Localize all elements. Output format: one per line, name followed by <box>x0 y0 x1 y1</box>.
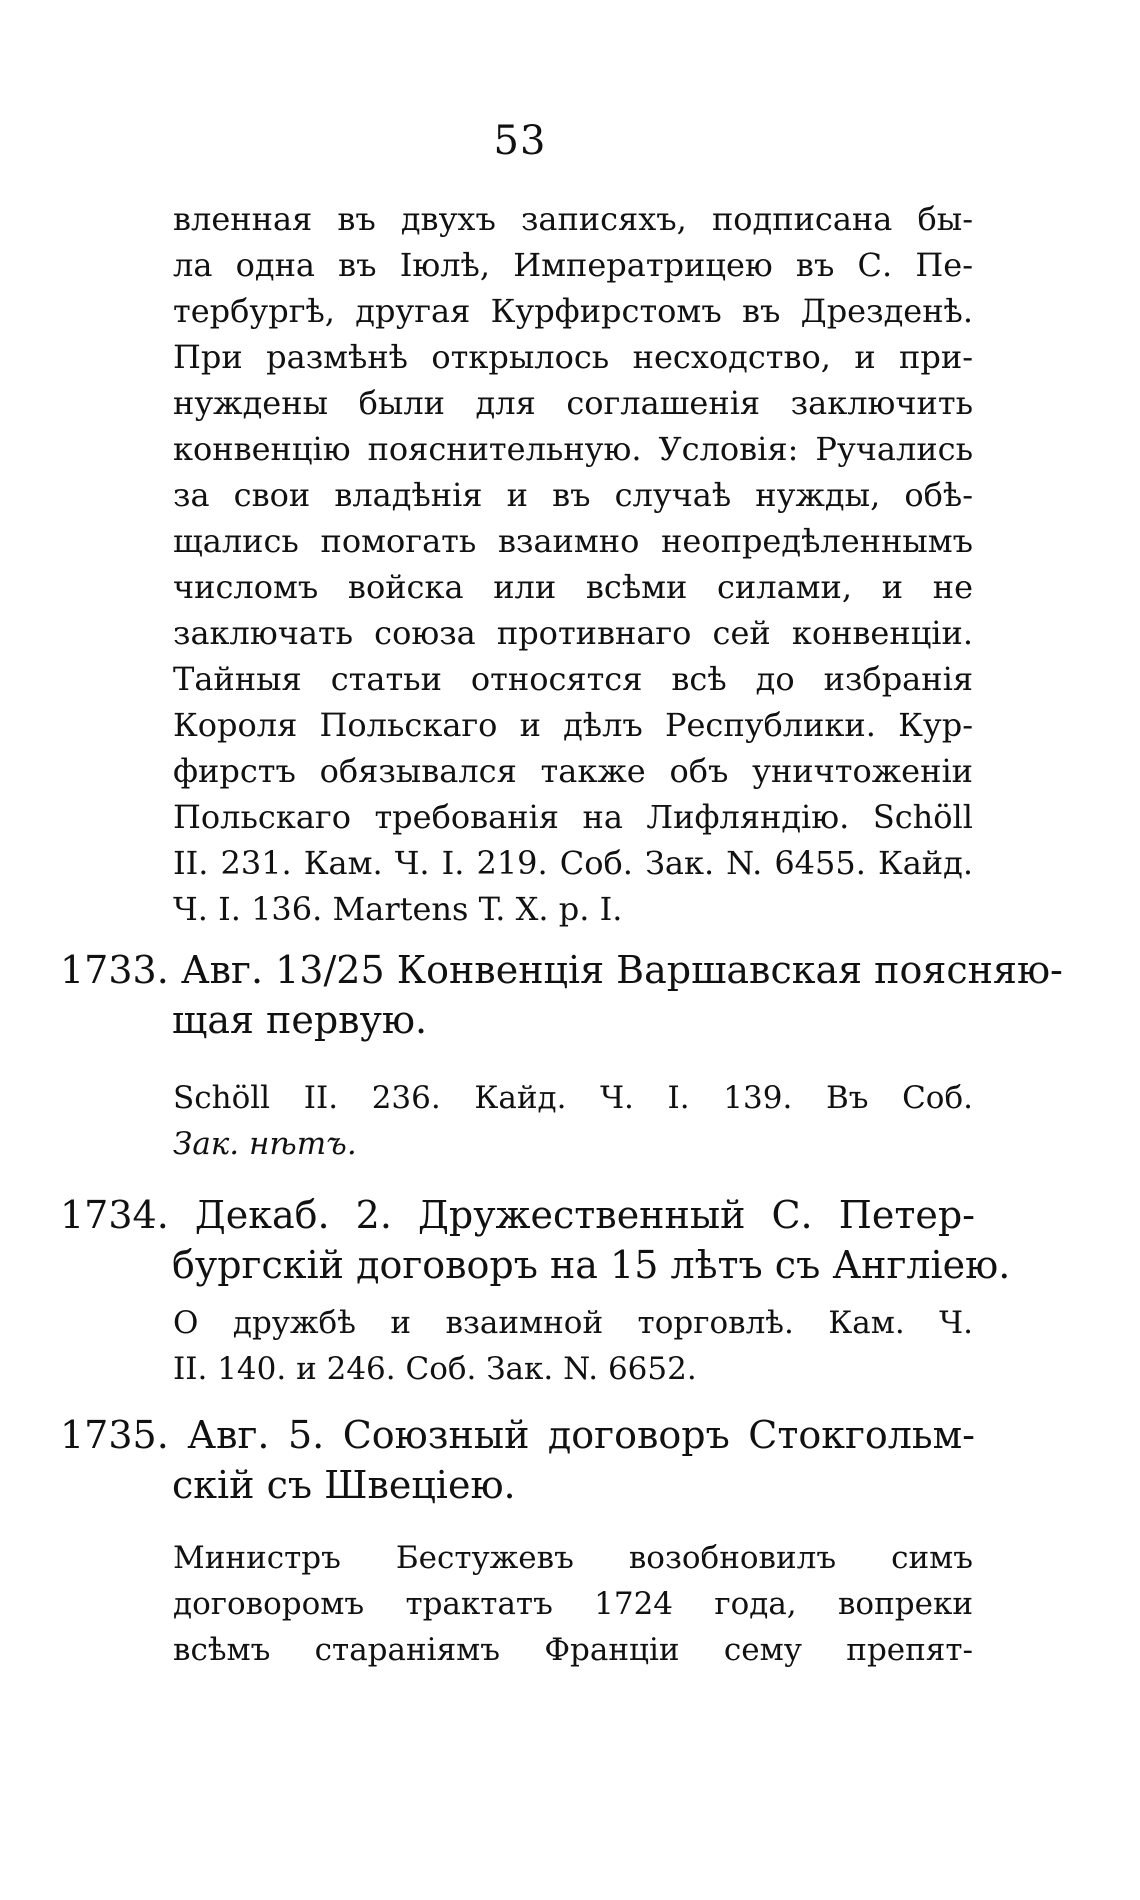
entry-heading-line: 1734. Декаб. 2. Дружественный С. Петер- <box>60 1193 975 1237</box>
text-line: Короля Польскаго и дѣлъ Республики. Кур- <box>173 706 973 744</box>
text-line: Зак. нѣтъ. <box>173 1126 357 1162</box>
entry-heading-line: 1733. Авг. 13/25 Конвенція Варшавская поясняю- <box>60 948 1063 992</box>
text-line: Ч. I. 136. Martens T. X. p. I. <box>173 890 623 928</box>
entry-heading-line: скій съ Швеціею. <box>172 1463 516 1507</box>
text-line: О дружбѣ и взаимной торговлѣ. Кам. Ч. <box>173 1305 973 1341</box>
text-line: При размѣнѣ открылось несходство, и при- <box>173 338 973 376</box>
paragraph-continuation <box>173 196 973 932</box>
text-line: щались помогать взаимно неопредѣленнымъ <box>173 522 973 560</box>
entry-1734-heading <box>60 1190 1011 1290</box>
text-line: нуждены были для соглашенія заключить <box>173 384 973 422</box>
text-line: ла одна въ Іюлѣ, Императрицею въ С. Пе- <box>173 246 973 284</box>
text-line: фирстъ обязывался также объ уничтоженіи <box>173 752 973 790</box>
text-line: всѣмъ стараніямъ Франціи сему препят- <box>173 1632 973 1668</box>
text-line: за свои владѣнія и въ случаѣ нужды, обѣ- <box>173 476 973 514</box>
entry-1733-heading <box>60 945 1063 1045</box>
entry-1734-body <box>173 1300 973 1392</box>
entry-1735-body <box>173 1535 973 1673</box>
entry-heading-line: щая первую. <box>172 998 428 1042</box>
text-line: вленная въ двухъ записяхъ, подписана бы- <box>173 200 973 238</box>
entry-1735-heading <box>60 1410 975 1510</box>
entry-heading-line: 1735. Авг. 5. Союзный договоръ Стокгольм- <box>60 1413 975 1457</box>
text-line: заключать союза противнаго сей конвенціи. <box>173 614 973 652</box>
page-number: 53 <box>493 118 547 164</box>
text-line: Польскаго требованія на Лифляндію. Schöll <box>173 798 973 836</box>
entry-1733-body <box>173 1075 973 1167</box>
text-line: договоромъ трактатъ 1724 года, вопреки <box>173 1586 973 1622</box>
text-line: II. 231. Кам. Ч. I. 219. Соб. Зак. N. 6455. Кайд. <box>173 844 973 882</box>
text-line: Schöll II. 236. Кайд. Ч. I. 139. Въ Соб. <box>173 1080 973 1116</box>
text-line: тербургѣ, другая Курфирстомъ въ Дрезденѣ. <box>173 292 973 330</box>
text-line: числомъ войска или всѣми силами, и не <box>173 568 973 606</box>
text-line: Министръ Бестужевъ возобновилъ симъ <box>173 1540 973 1576</box>
text-line: II. 140. и 246. Соб. Зак. N. 6652. <box>173 1351 697 1387</box>
text-line: Тайныя статьи относятся всѣ до избранія <box>173 660 973 698</box>
entry-heading-line: бургскій договоръ на 15 лѣтъ съ Англіею. <box>172 1243 1011 1287</box>
text-line: конвенцію пояснительную. Условія: Ручались <box>173 430 973 468</box>
